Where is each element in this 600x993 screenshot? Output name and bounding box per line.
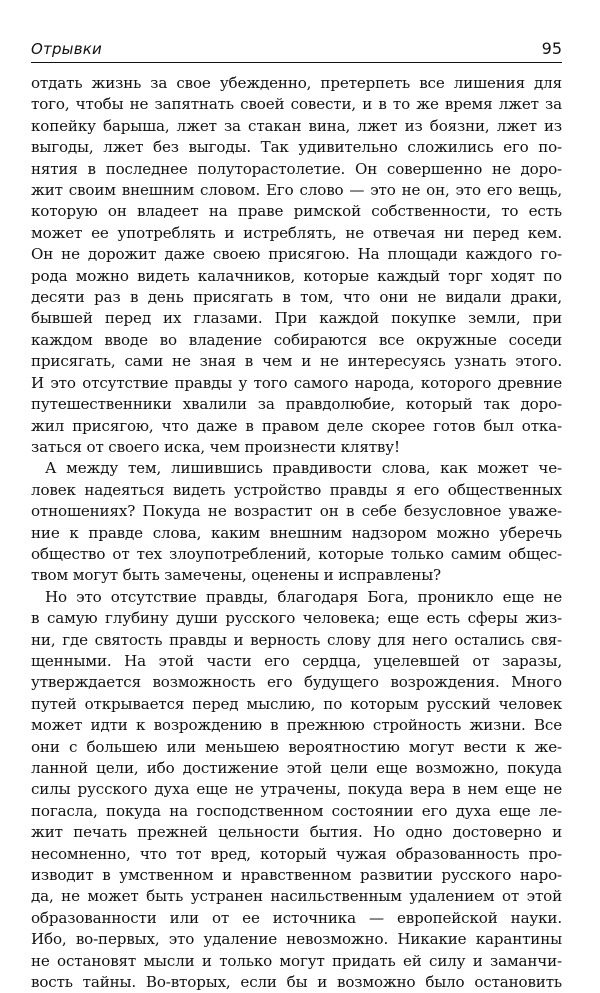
text-line: отношениях? Покуда не возрастит он в себе безусловное уваже- (31, 502, 562, 521)
text-line: жит печать прежней цельности бытия. Но одно достоверно и (31, 823, 562, 842)
text-line: вость тайны. Во-вторых, если бы и возможно было остановить (31, 973, 562, 992)
text-line: копейку барыша, лжет за стакан вина, лжет из боязни, лжет из (31, 116, 562, 135)
text-line: нятия в последнее полуторастолетие. Он совершенно не доро- (31, 159, 562, 178)
text-line: ние к правде слова, каким внешним надзором можно уберечь (31, 523, 562, 542)
text-line: щенными. На этой части его сердца, уцелевшей от заразы, (31, 651, 562, 670)
page-number: 95 (541, 39, 562, 58)
text-line: жил присягою, что даже в правом деле скорее готов был отка- (31, 416, 562, 435)
text-line: несомненно, что тот вред, который чужая образованность про- (31, 844, 562, 863)
text-line: погасла, покуда на господственном состоянии его духа еще ле- (31, 801, 562, 820)
text-line: ланной цели, ибо достижение этой цели еще возможно, покуда (31, 759, 562, 777)
text-line: не остановят мысли и только могут придать ей силу и заманчи- (31, 951, 562, 970)
text-line: каждом вводе во владение собираются все окружные соседи (31, 330, 562, 349)
text-line: рода можно видеть калачников, которые каждый торг ходят по (31, 266, 562, 285)
text-line: отдать жизнь за свое убежденно, претерпеть все лишения для (31, 74, 562, 92)
text-line: Ибо, во-первых, это удаление невозможно. Никакие карантины (31, 930, 562, 949)
text-line: образованности или от ее источника — европейской науки. (31, 908, 562, 927)
text-line: может ее употреблять и истреблять, не отвечая ни перед кем. (31, 223, 562, 242)
text-line: изводит в умственном и нравственном развитии русского наро- (31, 866, 562, 885)
running-title: Отрывки (31, 40, 102, 58)
text-line: силы русского духа еще не утрачены, покуда вера в нем еще не (31, 780, 562, 799)
text-line: утверждается возможность его будущего возрождения. Много (31, 673, 562, 692)
text-line: десяти раз в день присягать в том, что они не видали драки, (31, 288, 562, 307)
text-line: твом могут быть замечены, оценены и исправлены? (31, 566, 442, 585)
text-line: путешественники хвалили за правдолюбие, который так доро- (31, 395, 562, 414)
text-line: путей открывается перед мыслию, по которым русский человек (31, 694, 562, 713)
text-line: ловек надеяться видеть устройство правды я его общественных (31, 480, 562, 499)
text-line: в самую глубину души русского человека; еще есть сферы жиз- (31, 609, 562, 628)
text-line: жит своим внешним словом. Его слово — это не он, это его вещь, (31, 181, 562, 200)
text-line: И это отсутствие правды у того самого народа, которого древние (31, 373, 562, 392)
text-line: которую он владеет на праве римской собственности, то есть (31, 202, 562, 221)
page-header (31, 34, 562, 63)
text-line: общество от тех злоупотреблений, которые только самим общес- (31, 544, 562, 563)
text-line: да, не может быть устранен насильственным удалением от этой (31, 887, 562, 906)
text-line: Но это отсутствие правды, благодаря Бога, проникло еще не (45, 587, 562, 606)
body-text (31, 73, 562, 993)
text-line: присягать, сами не зная в чем и не интересуясь узнать этого. (31, 352, 562, 371)
text-line: может идти к возрождению в прежнюю стройность жизни. Все (31, 716, 562, 735)
text-line: А между тем, лишившись правдивости слова, как может че- (45, 459, 562, 478)
text-line: заться от своего иска, чем произнести клятву! (31, 437, 400, 456)
text-line: Он не дорожит даже своею присягою. На площади каждого го- (31, 245, 562, 264)
text-line: они с большею или меньшею вероятностию могут вести к же- (31, 737, 562, 756)
text-line: того, чтобы не запятнать своей совести, и в то же время лжет за (31, 95, 562, 114)
text-line: бывшей перед их глазами. При каждой покупке земли, при (31, 309, 562, 328)
text-line: выгоды, лжет без выгоды. Так удивительно сложились его по- (31, 138, 562, 157)
text-line: ни, где святость правды и верность слову для него остались свя- (31, 630, 562, 649)
